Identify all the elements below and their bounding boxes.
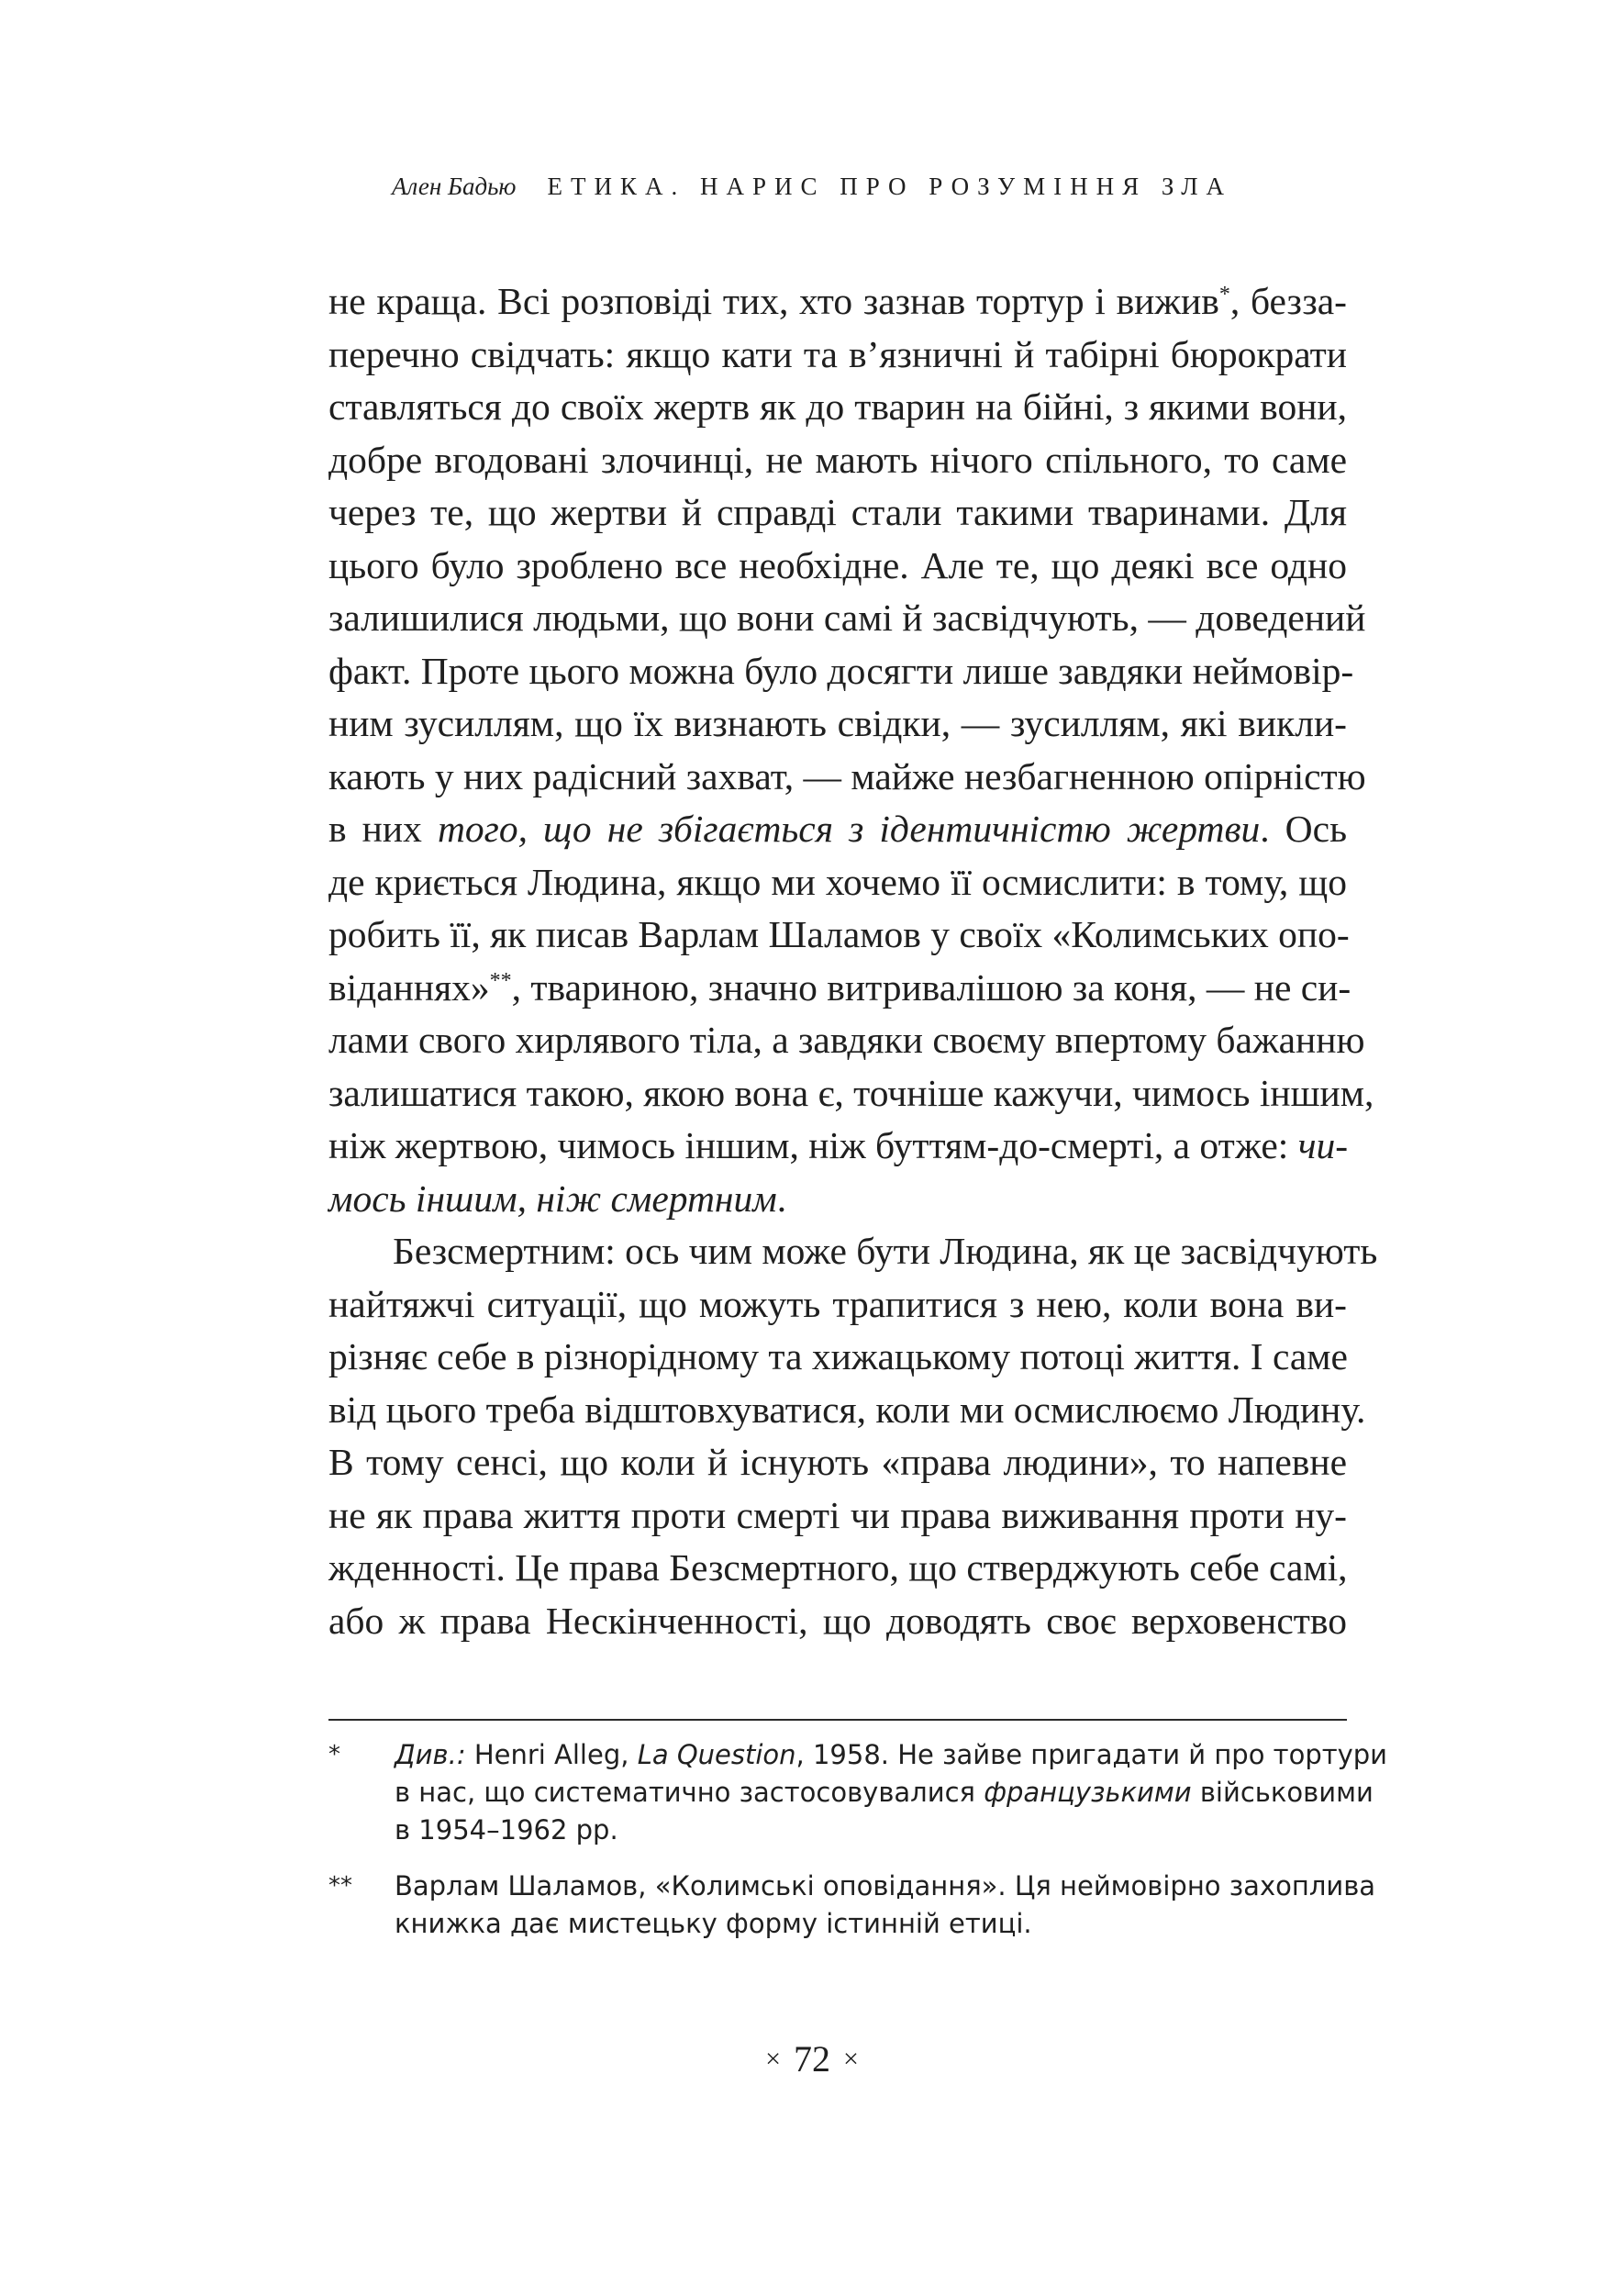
- text-run: , безза-: [1229, 280, 1347, 322]
- italic-run: мось іншим, ніж смертним: [328, 1177, 777, 1220]
- text-run: . Ось: [1260, 808, 1347, 850]
- footnote-ref-2[interactable]: **: [489, 968, 512, 993]
- text-line: залишилися людьми, що вони самі й засвідчують, — доведений: [328, 597, 1366, 639]
- text-run: .: [776, 1177, 787, 1220]
- page-number: 72: [794, 2038, 830, 2080]
- text-line: де криється Людина, якщо ми хочемо її осмислити: в тому, що: [328, 860, 1347, 903]
- text-line: через те, що жертви й справді стали такими тваринами. Для: [328, 491, 1347, 533]
- footnote-mark: **: [328, 1872, 352, 1900]
- footnotes: [328, 1736, 1388, 1961]
- text-line: факт. Проте цього можна було досягти лише завдяки неймовір-: [328, 649, 1354, 692]
- text-line: В тому сенсі, що коли й існують «права людини», то напевне: [328, 1441, 1347, 1483]
- running-head: [0, 173, 1624, 201]
- text-line: Безсмертним: ось чим може бути Людина, як це засвідчують: [393, 1230, 1378, 1272]
- footnote-line: [395, 1774, 1374, 1812]
- text-run: , 1958. Не зайве пригадати й про тортури: [795, 1739, 1388, 1770]
- text-run: Henri Alleg,: [473, 1739, 638, 1770]
- text-run: ніж жертвою, чимось іншим, ніж буттям-до-смерті, а отже:: [328, 1124, 1298, 1166]
- text-run: , тваринoю, значно витривалішою за коня, — не си-: [511, 965, 1351, 1009]
- text-line: ним зусиллям, що їх визнають свідки, — зусиллям, які викли-: [328, 702, 1347, 744]
- italic-run: Див.:: [395, 1739, 474, 1770]
- paragraph-1: [328, 275, 1374, 1225]
- text-line: різняє себе в різнорідному та хижацькому потоці життя. І саме: [328, 1335, 1348, 1377]
- text-run: в нас, що систематично застосовувалися: [395, 1777, 984, 1808]
- text-line: цього було зроблено все необхідне. Але те, що деякі все одно: [328, 543, 1347, 586]
- running-head-title: ЕТИКА. НАРИС ПРО РОЗУМІННЯ ЗЛА: [547, 173, 1233, 200]
- text-line: робить її, як писав Варлам Шаламов у своїх «Колимських опо-: [328, 913, 1350, 955]
- text-line: [328, 962, 1351, 1015]
- paragraph-2: [328, 1225, 1378, 1647]
- text-run: віданнях»: [328, 965, 490, 1009]
- footnote-line: [395, 1736, 1388, 1774]
- text-line: найтяжчі ситуації, що можуть трапитися з нею, коли вона ви-: [328, 1282, 1347, 1325]
- text-run: не краща. Всі розповіді тих, хто зазнав тортур і вижив: [328, 280, 1219, 322]
- footnote-line: в 1954–1962 рр.: [395, 1814, 618, 1846]
- text-line: добре вгодовані злочинці, не мають нічого спільного, то саме: [328, 438, 1347, 481]
- text-line: залишатися такою, якою вона є, точніше кажучи, чимось іншим,: [328, 1071, 1374, 1114]
- text-line: кають у них радісний захват, — майже незбагненною опірністю: [328, 754, 1366, 797]
- footnote-line: книжка дає мистецьку форму істинній етиці.: [395, 1908, 1032, 1939]
- italic-run: La Question: [637, 1739, 796, 1770]
- ornament-right-icon: ×: [843, 2044, 859, 2074]
- running-head-author: Ален Бадью: [391, 173, 517, 200]
- ornament-left-icon: ×: [765, 2044, 781, 2074]
- text-line: лами свого хирлявого тіла, а завдяки своєму впертому бажанню: [328, 1019, 1365, 1061]
- text-line: перечно свідчать: якщо кати та в’язничні й табірні бюрократи: [328, 332, 1347, 375]
- page-number-folio: [0, 2037, 1624, 2080]
- footnote-mark: *: [328, 1741, 340, 1768]
- text-run: в них: [328, 808, 438, 850]
- text-line: не як права життя проти смерті чи права виживання проти ну-: [328, 1493, 1347, 1536]
- italic-run: чи-: [1297, 1124, 1349, 1166]
- footnote-ref-1[interactable]: *: [1218, 283, 1230, 307]
- text-line: або ж права Нескінченності, що доводять своє верховенство: [328, 1599, 1347, 1642]
- text-line: [328, 1120, 1347, 1173]
- text-line: ставляться до своїх жертв як до тварин на бійні, з якими вони,: [328, 385, 1347, 428]
- footnote-line: Варлам Шаламов, «Колимські оповідання». Ця неймовірно захоплива: [395, 1870, 1376, 1901]
- footnote-divider: [328, 1719, 1347, 1721]
- footnote-2: [328, 1868, 1376, 1943]
- text-line: [328, 803, 1347, 856]
- italic-run: французькими: [984, 1777, 1192, 1808]
- footnote-1: [328, 1736, 1388, 1849]
- text-run: військовими: [1191, 1777, 1374, 1808]
- text-line: від цього треба відштовхуватися, коли ми осмислюємо Людину.: [328, 1388, 1366, 1431]
- italic-run: того, що не збігається з ідентичністю жертви: [437, 808, 1261, 850]
- text-line: [328, 275, 1347, 329]
- text-line: жденності. Це права Безсмертного, що стверджують себе самі,: [328, 1546, 1348, 1589]
- main-text: [328, 275, 1378, 1647]
- text-line: [328, 1173, 1347, 1226]
